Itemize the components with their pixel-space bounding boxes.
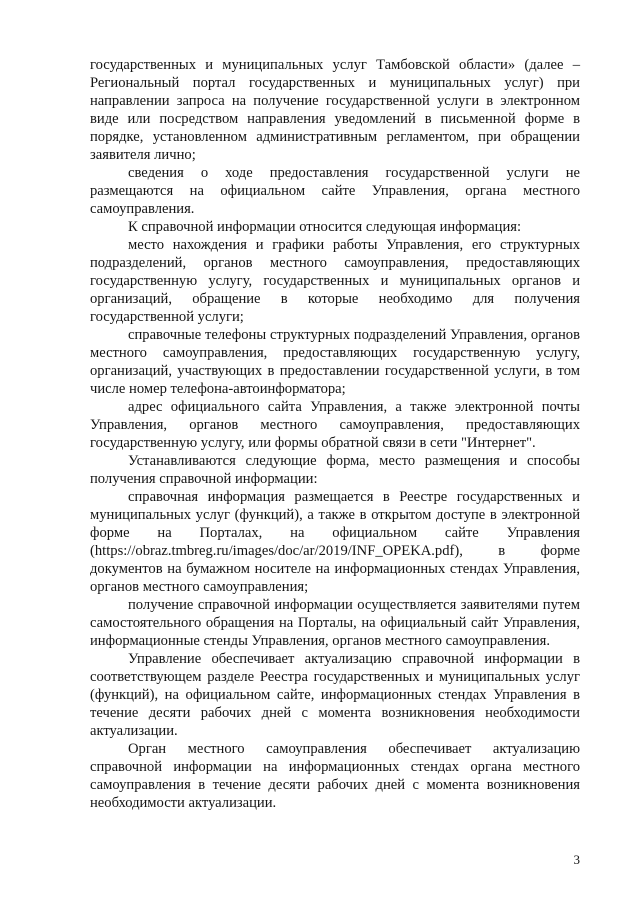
paragraph-portal-continuation: государственных и муниципальных услуг Тамбовской области» (далее – Региональный портал государственных и муниципальных услуг) при направлении запроса на получение государственной услуги в электронном виде или посредством направления уведомлений в письменной форме в порядке, установленном административным регламентом, при обращении заявителя лично; <box>90 57 580 163</box>
paragraph-reference-intro: К справочной информации относится следующая информация: <box>128 219 522 235</box>
paragraph-obtaining: получение справочной информации осуществляется заявителями путем самостоятельного обращения на Порталы, на официальный сайт Управления, информационные стенды Управления, органов местного самоуправления. <box>90 597 580 649</box>
paragraph-placement-intro: Устанавливаются следующие форма, место размещения и способы получения справочной информации: <box>90 453 580 487</box>
paragraph-location-schedule: место нахождения и графики работы Управления, его структурных подразделений, органов местного самоуправления, предоставляющих государственную услугу, государственных и муниципальных органов и организаций, обращение в которые необходимо для получения государственной услуги; <box>90 237 580 325</box>
page-number: 3 <box>573 852 580 867</box>
paragraph-phones: справочные телефоны структурных подразделений Управления, органов местного самоуправления, предоставляющих государственную услугу, организаций, участвующих в предоставлении государственной услуги, в том числе номер телефона-автоинформатора; <box>90 327 580 397</box>
document-body <box>90 56 580 812</box>
paragraph-website-email: адрес официального сайта Управления, а также электронной почты Управления, органов местного самоуправления, предоставляющих государственную услугу, или формы обратной связи в сети "Интернет". <box>90 399 580 451</box>
paragraph-office-actualization: Управление обеспечивает актуализацию справочной информации в соответствующем разделе Реестра государственных и муниципальных услуг (функций), на официальном сайте, информационных стендах Управления в течение десяти рабочих дней с момента возникновения необходимости актуализации. <box>90 651 580 739</box>
paragraph-status-info: сведения о ходе предоставления государственной услуги не размещаются на официальном сайте Управления, органа местного самоуправления. <box>90 165 580 217</box>
paragraph-local-actualization: Орган местного самоуправления обеспечивает актуализацию справочной информации на информационных стендах органа местного самоуправления в течение десяти рабочих дней с момента возникновения необходимости актуализации. <box>90 741 580 811</box>
paragraph-registry-placement: справочная информация размещается в Реестре государственных и муниципальных услуг (функций), а также в открытом доступе в электронной форме на Порталах, на официальном сайте Управления (https://obraz.tmbreg.ru/images/doc/ar/2019/INF_OPEKA.pdf), в форме документов на бумажном носителе на информационных стендах Управления, органов местного самоуправления; <box>90 489 580 595</box>
